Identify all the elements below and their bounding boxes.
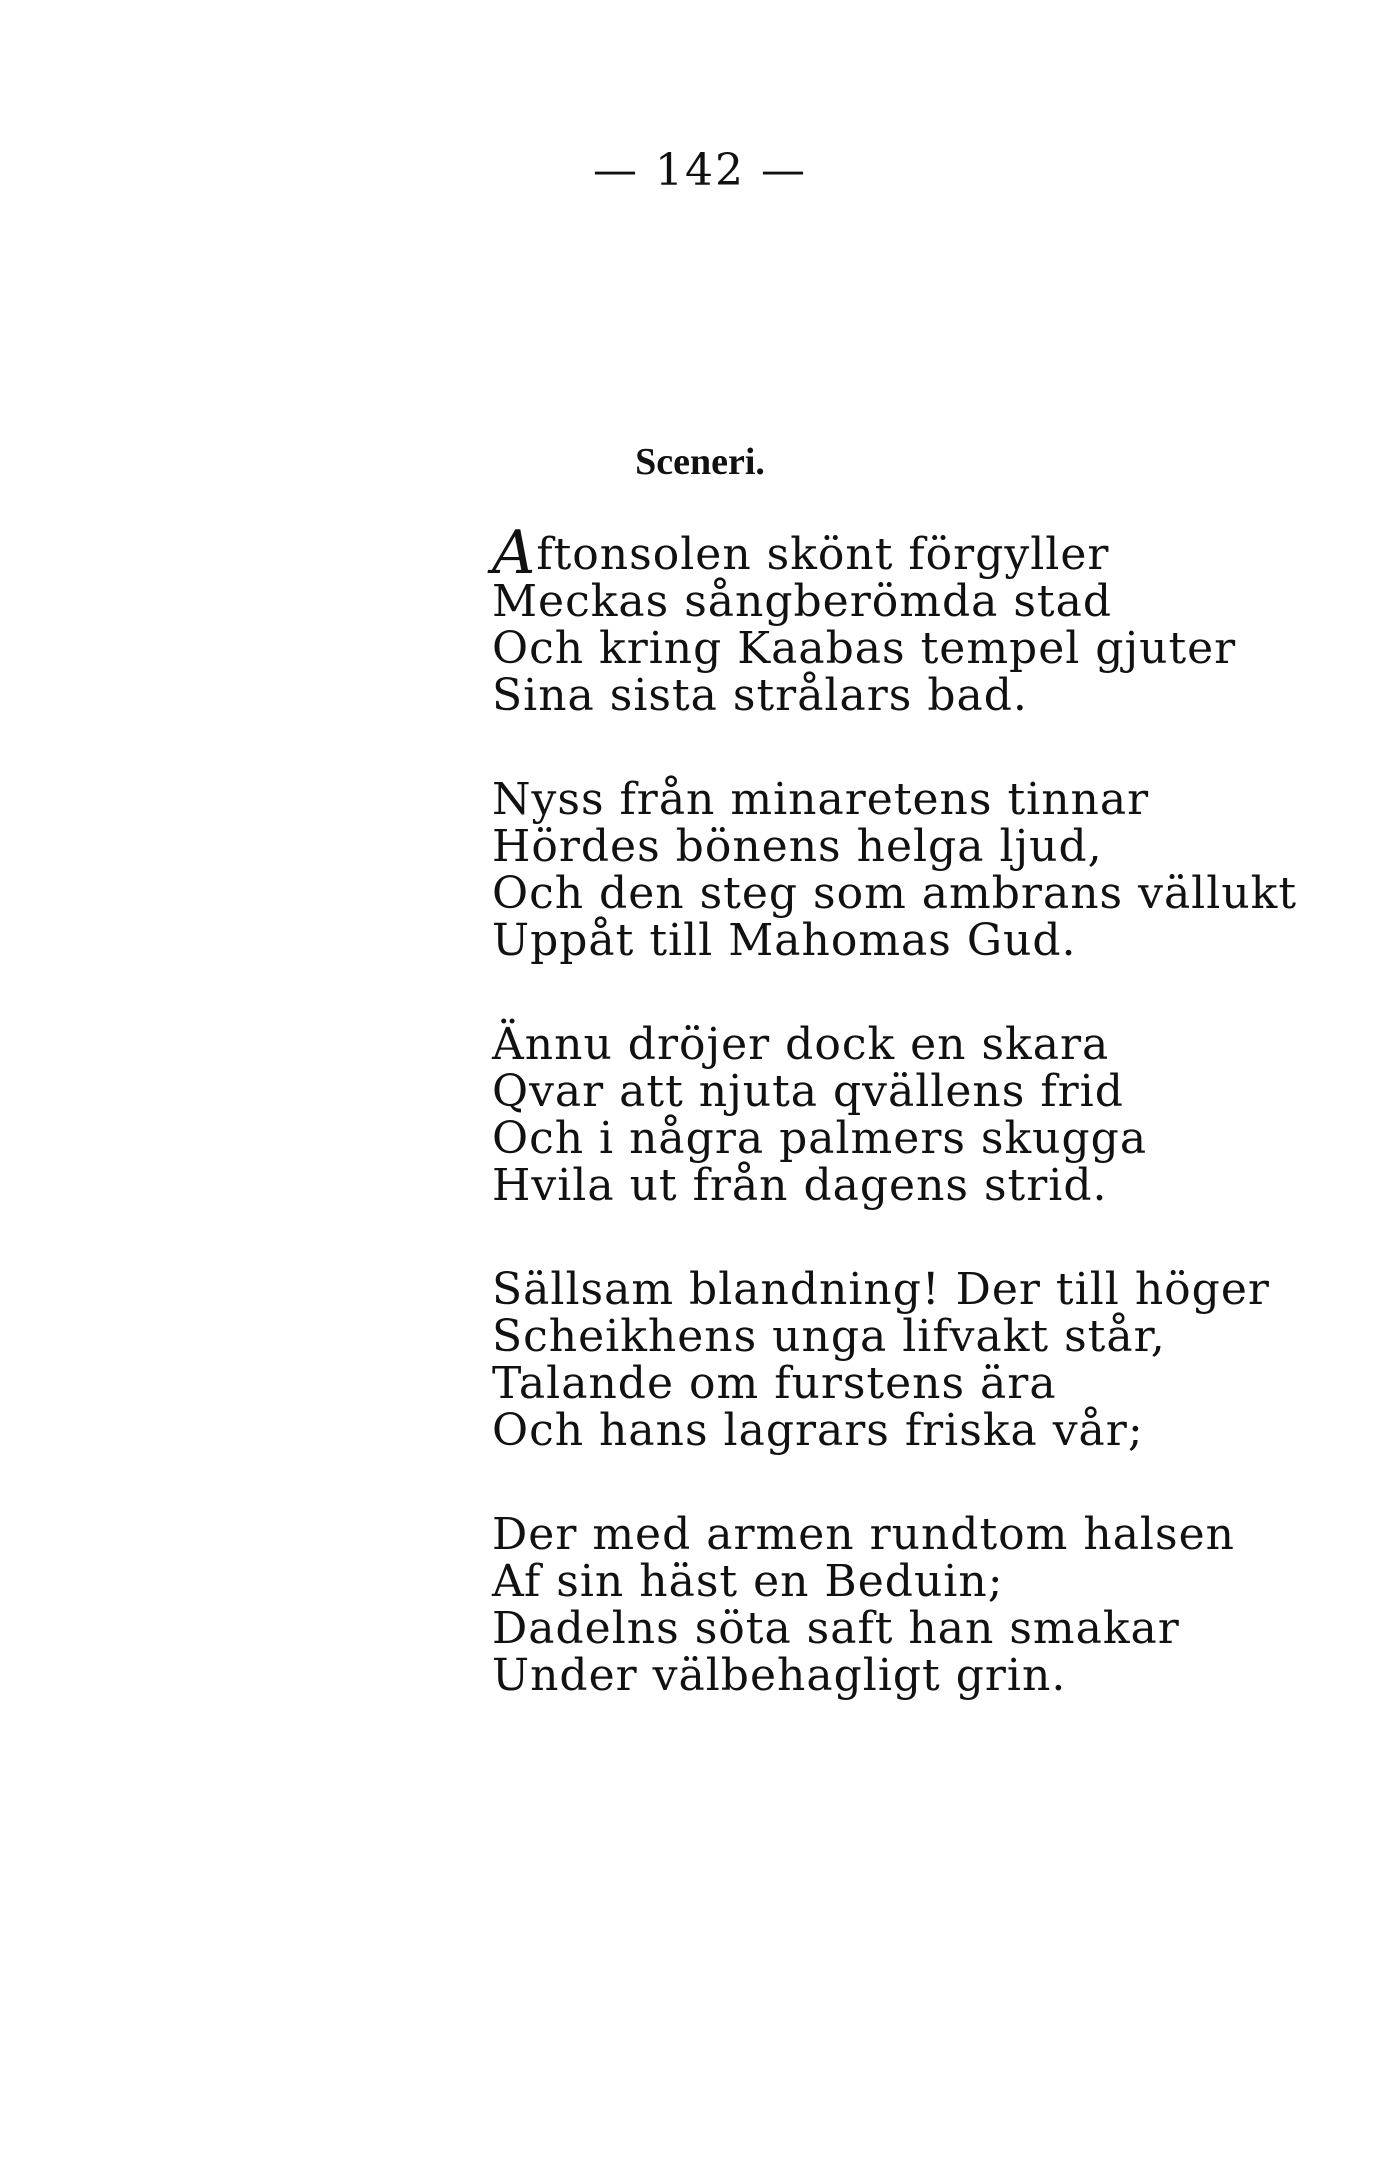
stanza	[492, 1021, 1372, 1209]
poem-body	[492, 518, 1372, 1756]
poem-line: Af sin häst en Beduin;	[492, 1556, 1004, 1607]
poem-line: Sällsam blandning! Der till höger	[492, 1264, 1270, 1315]
stanza	[492, 1266, 1372, 1454]
poem-line: Och hans lagrars friska vår;	[492, 1405, 1144, 1456]
poem-line: Och i några palmers skugga	[492, 1113, 1148, 1164]
poem-line: Meckas sångberömda stad	[492, 576, 1113, 627]
page-number: — 142 —	[593, 145, 807, 196]
stanza	[492, 776, 1372, 964]
poem-line: Och den steg som ambrans vällukt	[492, 868, 1298, 919]
poem-title: Sceneri.	[635, 441, 765, 483]
poem-line: Uppåt till Mahomas Gud.	[492, 915, 1077, 966]
stanza	[492, 1511, 1372, 1699]
poem-line: Och kring Kaabas tempel gjuter	[492, 623, 1237, 674]
poem-line: Der med armen rundtom halsen	[492, 1509, 1235, 1560]
poem-line: Qvar att njuta qvällens frid	[492, 1066, 1124, 1117]
poem-line: Sina sista strålars bad.	[492, 670, 1028, 721]
poem-line: Scheikhens unga lifvakt står,	[492, 1311, 1166, 1362]
stanza	[492, 518, 1372, 721]
poem-line: Hvila ut från dagens strid.	[492, 1160, 1108, 1211]
poem-line: Talande om furstens ära	[492, 1358, 1057, 1409]
poem-line: Nyss från minaretens tinnar	[492, 774, 1150, 825]
drop-cap: A	[492, 518, 537, 588]
poem-line: Dadelns söta saft han smakar	[492, 1603, 1180, 1654]
poem-line: Aftonsolen skönt förgyller	[492, 518, 1110, 588]
poem-line: Hördes bönens helga ljud,	[492, 821, 1103, 872]
poem-line: Under välbehagligt grin.	[492, 1650, 1067, 1701]
poem-line: Ännu dröjer dock en skara	[492, 1019, 1110, 1070]
